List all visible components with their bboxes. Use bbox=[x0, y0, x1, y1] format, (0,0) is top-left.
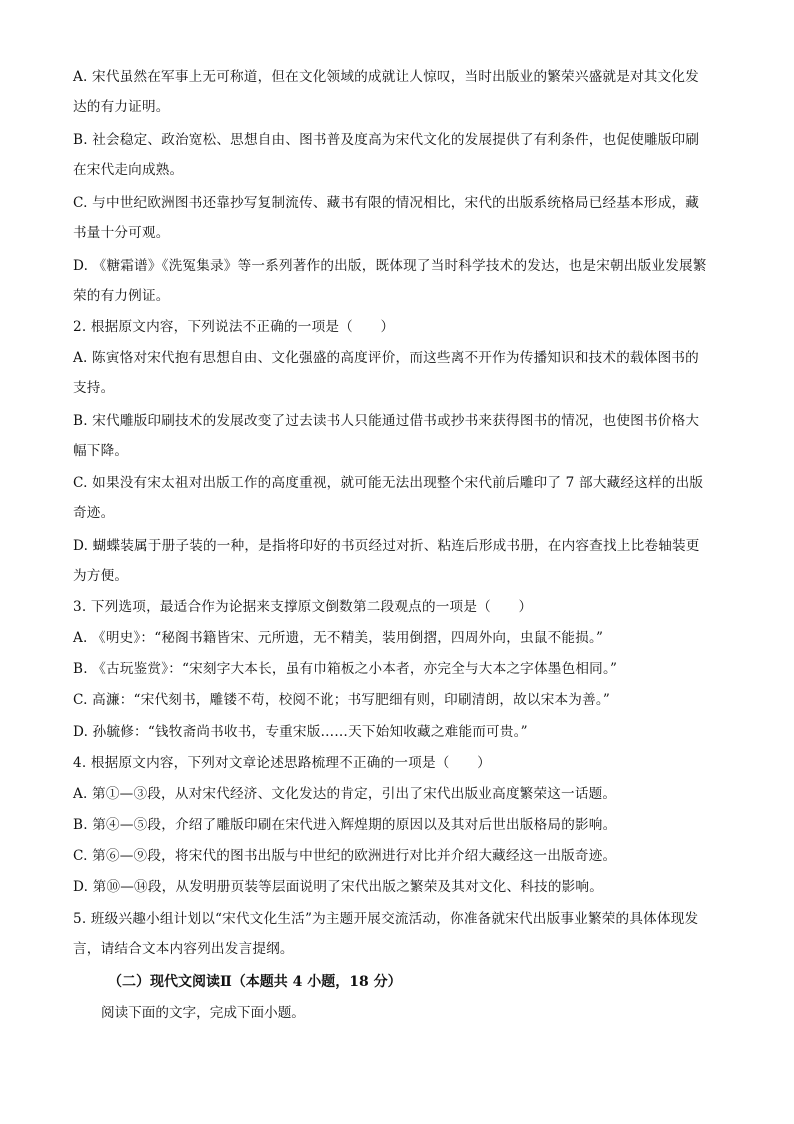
option-a-line-1: A. 宋代虽然在军事上无可称道，但在文化领域的成就让人惊叹，当时出版业的繁荣兴盛就是对其文化发 bbox=[73, 69, 699, 85]
option-b-line-2: 在宋代走向成熟。 bbox=[73, 162, 184, 178]
q4-option-c: C. 第⑥—⑨段，将宋代的图书出版与中世纪的欧洲进行对比并介绍大藏经这一出版奇迹。 bbox=[73, 848, 617, 864]
q2-option-c-line-2: 奇迹。 bbox=[73, 505, 115, 521]
q3-option-d: D. 孙毓修：“钱牧斋尚书收书，专重宋版……天下始知收藏之难能而可贵。” bbox=[73, 724, 528, 740]
option-c-line-1: C. 与中世纪欧洲图书还靠抄写复制流传、藏书有限的情况相比，宋代的出版系统格局已经基本形成，藏 bbox=[73, 195, 700, 211]
q4-option-a: A. 第①—③段，从对宋代经济、文化发达的肯定，引出了宋代出版业高度繁荣这一话题。 bbox=[73, 786, 617, 802]
q2-option-b-line-2: 幅下降。 bbox=[73, 443, 129, 459]
q2-option-d-line-2: 为方便。 bbox=[73, 568, 129, 584]
option-c-line-2: 书量十分可观。 bbox=[73, 225, 170, 241]
q3-option-c: C. 高濂：“宋代刻书，雕镂不苟，校阅不讹；书写肥细有则，印刷清朗，故以宋本为善。” bbox=[73, 692, 611, 708]
section-heading: （二）现代文阅读Ⅱ（本题共 4 小题，18 分） bbox=[108, 974, 402, 990]
q2-option-a-line-2: 支持。 bbox=[73, 380, 115, 396]
q2-option-c-line-1: C. 如果没有宋太祖对出版工作的高度重视，就可能无法出现整个宋代前后雕印了 7 部大藏经这样的出版 bbox=[73, 475, 704, 491]
q4-option-b: B. 第④—⑤段，介绍了雕版印刷在宋代进入辉煌期的原因以及其对后世出版格局的影响。 bbox=[73, 817, 617, 833]
q2-option-d-line-1: D. 蝴蝶装属于册子装的一种，是指将印好的书页经过对折、粘连后形成书册，在内容查找上比卷轴装更 bbox=[73, 538, 700, 554]
q3-option-b: B. 《古玩鉴赏》：“宋刻字大本长，虽有巾箱板之小本者，亦完全与大本之字体墨色相同。” bbox=[73, 661, 618, 677]
question-3-stem: 3. 下列选项，最适合作为论据来支撑原文倒数第二段观点的一项是（ ） bbox=[73, 599, 533, 615]
q2-option-b-line-1: B. 宋代雕版印刷技术的发展改变了过去读书人只能通过借书或抄书来获得图书的情况，也使图书价格大 bbox=[73, 413, 700, 429]
q3-option-a: A. 《明史》：“秘阁书籍皆宋、元所遗，无不精美，装用倒摺，四周外向，虫鼠不能损。” bbox=[73, 630, 604, 646]
q4-option-d: D. 第⑩—⑭段，从发明册页装等层面说明了宋代出版之繁荣及其对文化、科技的影响。 bbox=[73, 879, 604, 895]
question-4-stem: 4. 根据原文内容，下列对文章论述思路梳理不正确的一项是（ ） bbox=[73, 755, 491, 771]
q2-option-a-line-1: A. 陈寅恪对宋代抱有思想自由、文化强盛的高度评价，而这些离不开作为传播知识和技术的载体图书的 bbox=[73, 350, 699, 366]
option-d-line-1: D. 《糖霜谱》《洗冤集录》等一系列著作的出版，既体现了当时科学技术的发达，也是宋朝出版业发展繁 bbox=[73, 258, 707, 274]
question-5-line-2: 言，请结合文本内容列出发言提纲。 bbox=[73, 941, 294, 957]
option-b-line-1: B. 社会稳定、政治宽松、思想自由、图书普及度高为宋代文化的发展提供了有利条件，也促使雕版印刷 bbox=[73, 132, 700, 148]
question-2-stem: 2. 根据原文内容，下列说法不正确的一项是（ ） bbox=[73, 319, 395, 335]
option-a-line-2: 达的有力证明。 bbox=[73, 99, 170, 115]
option-d-line-2: 荣的有力例证。 bbox=[73, 288, 170, 304]
reading-instruction: 阅读下面的文字，完成下面小题。 bbox=[101, 1005, 305, 1021]
question-5-line-1: 5. 班级兴趣小组计划以“宋代文化生活”为主题开展交流活动，你准备就宋代出版事业繁荣的具体体现发 bbox=[73, 911, 699, 927]
